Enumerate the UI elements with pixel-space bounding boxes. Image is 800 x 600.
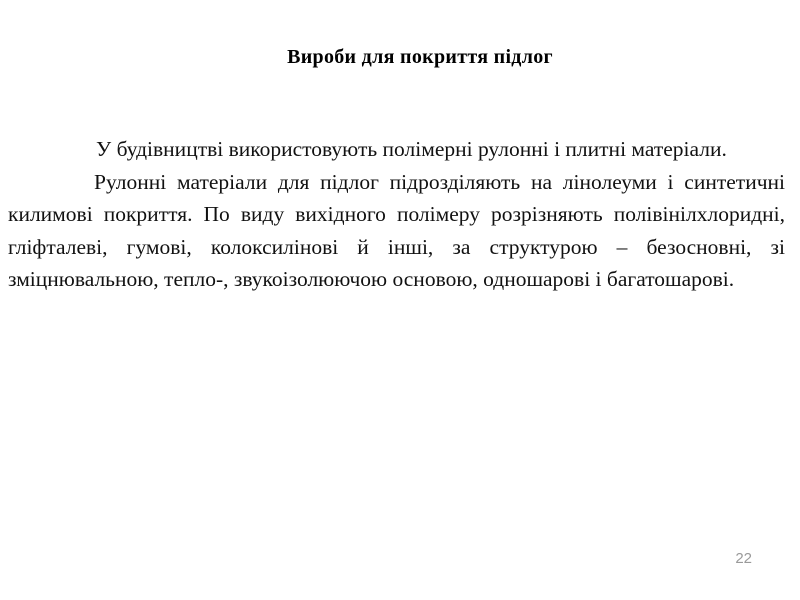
paragraph-roll-materials: Рулонні матеріали для підлог підрозділяють на лінолеуми і синтетичні килимові покриття. По виду вихідного полімеру розрізняють полівінілхлоридні, гліфталеві, гумові, колоксилінові й інші, за структурою – безосновні, зі зміцнювальною, тепло-, звукоізолюючою основою, одношарові і багатошарові. xyxy=(8,169,785,291)
paragraph-intro: У будівництві використовують полімерні рулонні і плитні матеріали. xyxy=(96,137,727,161)
slide-body xyxy=(8,133,785,296)
page-number: 22 xyxy=(735,550,752,567)
slide-title: Вироби для покриття підлог xyxy=(287,46,553,68)
